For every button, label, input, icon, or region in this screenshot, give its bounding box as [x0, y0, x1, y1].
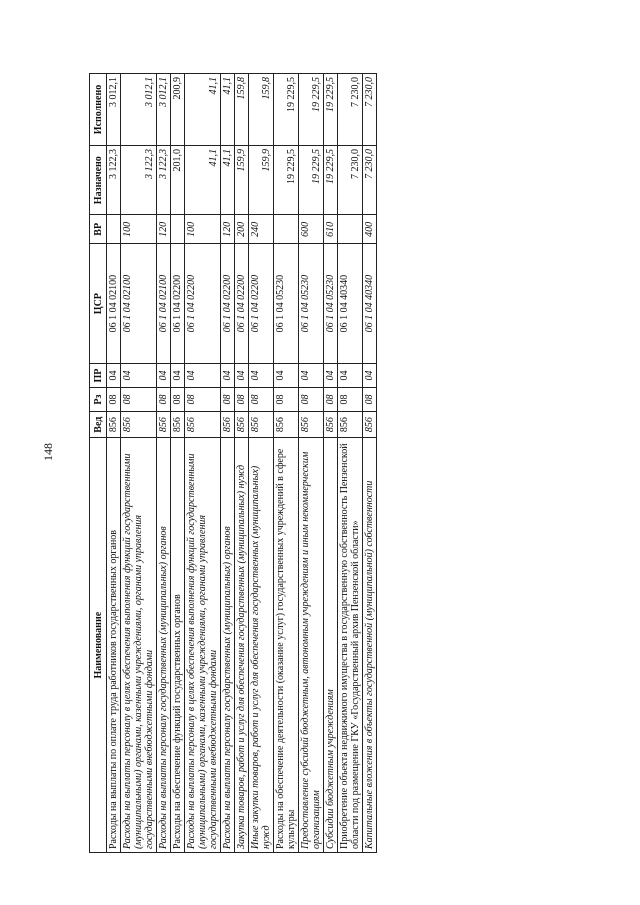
table-row: [107, 74, 121, 853]
table-row: [121, 74, 157, 853]
row-vr: [107, 215, 121, 244]
row-rz: 08: [249, 388, 274, 412]
row-assigned: 3 122,3: [107, 145, 121, 215]
row-csr: 06 1 04 02200: [235, 244, 249, 364]
row-pr: 04: [299, 364, 324, 388]
row-ved: 856: [324, 411, 338, 437]
row-assigned: 19 229,5: [274, 145, 299, 215]
row-csr: 06 1 04 40340: [338, 244, 363, 364]
row-pr: 04: [274, 364, 299, 388]
row-executed: 159,8: [235, 74, 249, 146]
row-csr: 06 1 04 05230: [274, 244, 299, 364]
row-executed: 19 229,5: [299, 74, 324, 146]
header-vr: ВР: [90, 215, 107, 244]
row-rz: 08: [274, 388, 299, 412]
row-pr: 04: [107, 364, 121, 388]
header-assigned: Назначено: [90, 145, 107, 215]
row-pr: 04: [235, 364, 249, 388]
row-rz: 08: [171, 388, 185, 412]
row-vr: [171, 215, 185, 244]
row-executed: 3 012,1: [107, 74, 121, 146]
row-ved: 856: [363, 411, 377, 437]
row-executed: 200,9: [171, 74, 185, 146]
row-assigned: 19 229,5: [324, 145, 338, 215]
row-executed: 3 012,1: [121, 74, 157, 146]
table-row: [363, 74, 377, 853]
row-pr: 04: [338, 364, 363, 388]
row-name: Расходы на выплаты персоналу в целях обеспечения выполнения функций государственными (муниципальными) органами, казенными учреждениями, органами управления государственными внебюджетными фондами: [121, 438, 157, 853]
row-rz: 08: [299, 388, 324, 412]
table-row: [185, 74, 221, 853]
row-name: Расходы на выплаты персоналу государственных (муниципальных) органов: [157, 438, 171, 853]
row-assigned: 3 122,3: [121, 145, 157, 215]
header-name: Наименование: [90, 438, 107, 853]
row-vr: 240: [249, 215, 274, 244]
row-vr: 120: [157, 215, 171, 244]
row-vr: 610: [324, 215, 338, 244]
row-pr: 04: [324, 364, 338, 388]
rotated-page: [89, 73, 532, 853]
row-name: Приобретение объекта недвижимого имущества в государственную собственность Пензенской области под размещение ГКУ «Государственный архив Пензенской области»: [338, 438, 363, 853]
row-executed: 41,1: [185, 74, 221, 146]
table-row: [249, 74, 274, 853]
table-row: [338, 74, 363, 853]
table-row: [235, 74, 249, 853]
row-vr: [274, 215, 299, 244]
row-executed: 7 230,0: [363, 74, 377, 146]
row-vr: 400: [363, 215, 377, 244]
row-vr: 100: [185, 215, 221, 244]
table-row: [157, 74, 171, 853]
row-ved: 856: [221, 411, 235, 437]
row-rz: 08: [107, 388, 121, 412]
row-vr: [338, 215, 363, 244]
row-pr: 04: [221, 364, 235, 388]
row-csr: 06 1 04 02200: [171, 244, 185, 364]
row-ved: 856: [157, 411, 171, 437]
row-executed: 7 230,0: [338, 74, 363, 146]
row-executed: 19 229,5: [324, 74, 338, 146]
row-assigned: 41,1: [221, 145, 235, 215]
row-ved: 856: [249, 411, 274, 437]
row-pr: 04: [185, 364, 221, 388]
table-row: [221, 74, 235, 853]
row-pr: 04: [363, 364, 377, 388]
row-assigned: 41,1: [185, 145, 221, 215]
row-name: Предоставление субсидий бюджетным, автономным учреждениям и иным некоммерческим организациям: [299, 438, 324, 853]
header-ved: Вед: [90, 411, 107, 437]
row-name: Субсидии бюджетным учреждениям: [324, 438, 338, 853]
row-assigned: 19 229,5: [299, 145, 324, 215]
row-assigned: 3 122,3: [157, 145, 171, 215]
table-body: [107, 74, 377, 853]
row-name: Расходы на выплаты персоналу государственных (муниципальных) органов: [221, 438, 235, 853]
row-csr: 06 1 04 05230: [299, 244, 324, 364]
row-assigned: 7 230,0: [338, 145, 363, 215]
row-vr: 100: [121, 215, 157, 244]
row-ved: 856: [121, 411, 157, 437]
row-rz: 08: [324, 388, 338, 412]
row-name: Расходы на выплаты по оплате труда работников государственных органов: [107, 438, 121, 853]
row-name: Капитальные вложения в объекты государственной (муниципальной) собственности: [363, 438, 377, 853]
row-csr: 06 1 04 02200: [185, 244, 221, 364]
row-rz: 08: [338, 388, 363, 412]
row-rz: 08: [363, 388, 377, 412]
row-ved: 856: [107, 411, 121, 437]
table-row: [274, 74, 299, 853]
row-rz: 08: [157, 388, 171, 412]
row-assigned: 159,9: [235, 145, 249, 215]
row-ved: 856: [299, 411, 324, 437]
row-name: Закупка товаров, работ и услуг для обеспечения государственных (муниципальных) нужд: [235, 438, 249, 853]
header-pr: ПР: [90, 364, 107, 388]
row-vr: 200: [235, 215, 249, 244]
table-row: [171, 74, 185, 853]
row-vr: 600: [299, 215, 324, 244]
row-pr: 04: [121, 364, 157, 388]
row-rz: 08: [121, 388, 157, 412]
table-header-row: [90, 74, 107, 853]
row-vr: 120: [221, 215, 235, 244]
row-pr: 04: [157, 364, 171, 388]
row-ved: 856: [171, 411, 185, 437]
row-executed: 159,8: [249, 74, 274, 146]
row-ved: 856: [235, 411, 249, 437]
row-name: Иные закупки товаров, работ и услуг для обеспечения государственных (муниципальных) нужд: [249, 438, 274, 853]
header-csr: ЦСР: [90, 244, 107, 364]
row-pr: 04: [249, 364, 274, 388]
row-executed: 19 229,5: [274, 74, 299, 146]
row-name: Расходы на обеспечение функций государственных органов: [171, 438, 185, 853]
header-rz: Рз: [90, 388, 107, 412]
row-csr: 06 1 04 02200: [221, 244, 235, 364]
row-executed: 3 012,1: [157, 74, 171, 146]
row-name: Расходы на выплаты персоналу в целях обеспечения выполнения функций государственными (муниципальными) органами, казенными учреждениями, органами управления государственными внебюджетными фондами: [185, 438, 221, 853]
row-pr: 04: [171, 364, 185, 388]
budget-table: [89, 73, 377, 853]
row-rz: 08: [185, 388, 221, 412]
row-ved: 856: [338, 411, 363, 437]
row-name: Расходы на обеспечение деятельности (оказание услуг) государственных учреждений в сфере культуры: [274, 438, 299, 853]
row-rz: 08: [221, 388, 235, 412]
row-assigned: 201,0: [171, 145, 185, 215]
row-ved: 856: [274, 411, 299, 437]
row-rz: 08: [235, 388, 249, 412]
row-csr: 06 1 04 40340: [363, 244, 377, 364]
row-csr: 06 1 04 02100: [157, 244, 171, 364]
row-assigned: 7 230,0: [363, 145, 377, 215]
row-csr: 06 1 04 02200: [249, 244, 274, 364]
table-row: [324, 74, 338, 853]
table-row: [299, 74, 324, 853]
page-number: 148: [41, 443, 55, 461]
row-executed: 41,1: [221, 74, 235, 146]
header-executed: Исполнено: [90, 74, 107, 146]
row-csr: 06 1 04 05230: [324, 244, 338, 364]
row-assigned: 159,9: [249, 145, 274, 215]
row-csr: 06 1 04 02100: [107, 244, 121, 364]
row-ved: 856: [185, 411, 221, 437]
row-csr: 06 1 04 02100: [121, 244, 157, 364]
